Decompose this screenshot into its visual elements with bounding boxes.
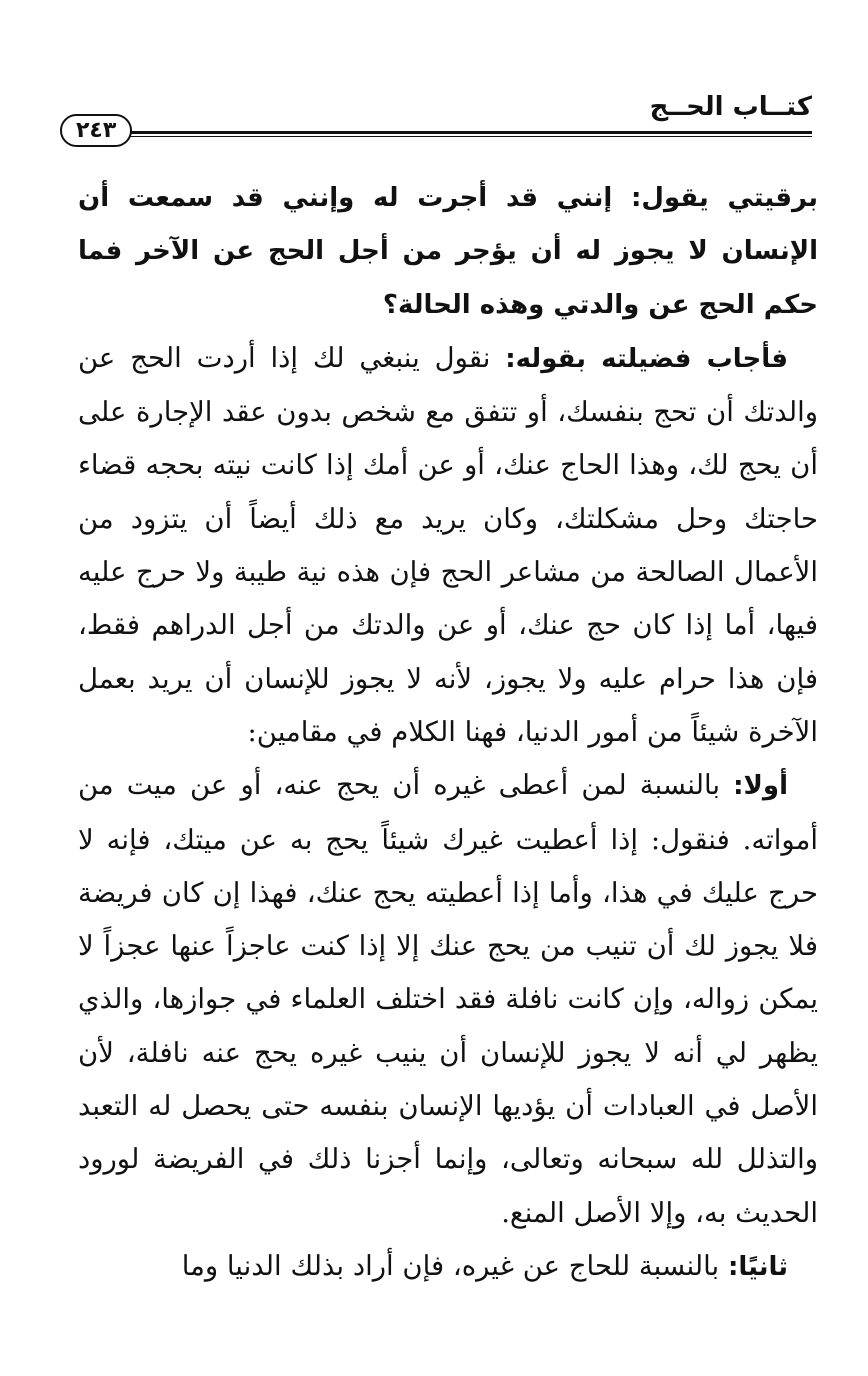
page-body bbox=[78, 172, 818, 1294]
second-point-text: بالنسبة للحاج عن غيره، فإن أراد بذلك الدنيا وما bbox=[181, 1249, 720, 1282]
first-point-text: بالنسبة لمن أعطى غيره أن يحج عنه، أو عن ميت من أمواته. فنقول: إذا أعطيت غيرك شيئاً يحج به عن ميتك، فإنه لا حرج عليك في هذا، وأما إذا أعطيته يحج عنك، فهذا إن كان فريضة فلا يجوز لك أن تنيب من يحج عنك إلا إذا كنت عاجزاً عنها عجزاً لا يمكن زواله، وإن كانت نافلة فقد اختلف العلماء في جوازها، والذي يظهر لي أنه لا يجوز للإنسان أن ينيب غيره يحج عنه نافلة، لأن الأصل في العبادات أن يؤديها الإنسان بنفسه حتى يحصل له التعبد والتذلل لله سبحانه وتعالى، وإنما أجزنا ذلك في الفريضة لورود الحديث به، وإلا الأصل المنع. bbox=[78, 769, 818, 1229]
answer-paragraph bbox=[78, 332, 818, 759]
question-paragraph: برقيتي يقول: إنني قد أجرت له وإنني قد سمعت أن الإنسان لا يجوز له أن يؤجر من أجل الحج عن الآخر فما حكم الحج عن والدتي وهذه الحالة؟ bbox=[78, 183, 818, 320]
first-point-paragraph bbox=[78, 759, 818, 1240]
first-point-lead: أولا: bbox=[733, 771, 788, 802]
answer-text: نقول ينبغي لك إذا أردت الحج عن والدتك أن تحج بنفسك، أو تتفق مع شخص بدون عقد الإجارة على أن يحج لك، وهذا الحاج عنك، أو عن أمك إذا كانت نيته بحجه قضاء حاجتك وحل مشكلتك، وكان يريد مع ذلك أيضاً أن يتزود من الأعمال الصالحة من مشاعر الحج فإن هذه نية طيبة ولا حرج عليه فيها، أما إذا كان حج عنك، أو عن والدتك من أجل الدراهم فقط، فإن هذا حرام عليه ولا يجوز، لأنه لا يجوز للإنسان أن يريد بعمل الآخرة شيئاً من أمور الدنيا، فهنا الكلام في مقامين: bbox=[78, 341, 818, 748]
second-point-lead: ثانيًا: bbox=[727, 1251, 788, 1282]
second-point-paragraph bbox=[78, 1240, 818, 1294]
page-header bbox=[60, 92, 812, 152]
running-title: كتــاب الحــج bbox=[649, 92, 812, 122]
answer-lead: فأجاب فضيلته بقوله: bbox=[505, 343, 788, 374]
page-number: ٢٤٣ bbox=[60, 114, 132, 147]
header-rule bbox=[130, 131, 812, 137]
